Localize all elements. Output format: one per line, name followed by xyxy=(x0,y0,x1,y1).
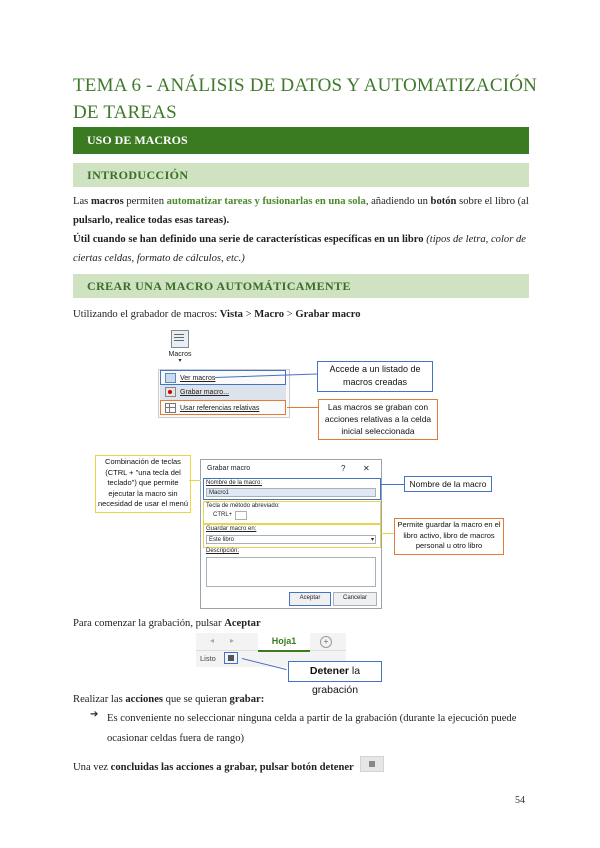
text: Las xyxy=(73,196,91,207)
shortcut-label: Tecla de método abreviado: xyxy=(206,503,280,509)
chevron-down-icon: ▾ xyxy=(370,537,374,543)
stop-recording-button[interactable] xyxy=(224,652,238,664)
text-acciones: acciones xyxy=(125,694,164,705)
text: que se quieran xyxy=(163,694,230,705)
description-textarea[interactable] xyxy=(206,557,376,587)
text: , añadiendo un xyxy=(365,196,431,207)
accept-button[interactable]: Aceptar xyxy=(289,592,331,606)
text-pulsarlo: pulsarlo, realice todas esas tareas). xyxy=(73,215,230,226)
record-icon xyxy=(165,387,176,397)
save-in-select[interactable] xyxy=(206,535,376,544)
help-icon[interactable]: ? xyxy=(341,464,346,473)
connector-line xyxy=(189,480,201,481)
prev-sheet-icon[interactable]: ◂ xyxy=(210,636,215,645)
stop-icon xyxy=(228,655,234,661)
section-crear-macro: CREAR UNA MACRO AUTOMÁTICAMENTE xyxy=(73,274,529,298)
menu-item-grabar-macro[interactable] xyxy=(160,385,286,400)
crear-path xyxy=(73,305,531,324)
macros-label: Macros xyxy=(168,351,192,358)
stop-icon xyxy=(369,761,375,767)
text-aceptar: Aceptar xyxy=(224,618,261,629)
description-label: Descripción: xyxy=(206,548,240,554)
ver-macros-icon xyxy=(165,373,176,383)
text: permiten xyxy=(123,196,167,207)
shortcut-key-input[interactable] xyxy=(235,511,247,520)
path-macro: Macro xyxy=(254,309,285,320)
macros-ribbon-button[interactable] xyxy=(166,330,194,370)
arrow-bullet-icon: ➔ xyxy=(90,709,99,720)
macro-name-input[interactable]: Macro1 xyxy=(206,488,376,497)
callout-combinacion-teclas: Combinación de teclas (CTRL + "una tecla del teclado") que permite ejecutar la macro sin necesidad de usar el menú xyxy=(95,455,191,513)
callout-ver-macros: Accede a un listado de macros creadas xyxy=(317,361,433,392)
close-icon[interactable]: ✕ xyxy=(363,464,370,473)
callout-guardar-macro: Permite guardar la macro en el libro activo, libro de macros personal u otro libro xyxy=(394,518,504,555)
para-acciones xyxy=(73,690,531,709)
intro-paragraph xyxy=(73,192,531,268)
tab-hoja1[interactable]: Hoja1 xyxy=(258,633,310,652)
page-number: 54 xyxy=(515,795,525,806)
cancel-button[interactable]: Cancelar xyxy=(333,592,377,606)
text-detener: Detener xyxy=(309,665,349,677)
connector-line xyxy=(287,407,318,408)
save-label: Guardar macro en: xyxy=(206,526,257,532)
stop-button-image xyxy=(360,756,384,772)
text: Realizar las xyxy=(73,694,126,705)
save-value: Este libro xyxy=(209,537,235,543)
para-aceptar xyxy=(73,614,531,633)
menu-item-label: Grabar macro... xyxy=(180,389,230,396)
menu-item-referencias-relativas[interactable] xyxy=(160,400,286,415)
page-title: TEMA 6 - ANÁLISIS DE DATOS Y AUTOMATIZACIÓN DE TAREAS xyxy=(73,75,538,123)
text-concluidas: concluidas las acciones a grabar, pulsar botón detener xyxy=(110,762,354,773)
callout-referencias-relativas: Las macros se graban con acciones relativas a la celda inicial seleccionada xyxy=(318,399,438,440)
connector-line xyxy=(380,484,404,485)
section-uso-macros: USO DE MACROS xyxy=(73,127,529,154)
text: sobre el libro (al xyxy=(456,196,529,207)
section-introduccion: INTRODUCCIÓN xyxy=(73,163,529,187)
menu-item-label: Ver macros xyxy=(180,375,216,382)
text: Una vez xyxy=(73,762,111,773)
callout-detener xyxy=(288,661,382,696)
callout-nombre-macro: Nombre de la macro xyxy=(404,476,492,492)
macros-icon xyxy=(171,330,189,348)
grid-icon xyxy=(165,403,176,413)
path-vista: Vista xyxy=(219,309,243,320)
text-util: Útil cuando se han definido una serie de características específicas en un libro xyxy=(73,234,424,245)
text-boton: botón xyxy=(430,196,457,207)
menu-item-label: Usar referencias relativas xyxy=(180,405,260,412)
connector-line xyxy=(380,533,394,534)
name-label: Nombre de la macro: xyxy=(206,480,263,486)
ctrl-label: CTRL+ xyxy=(213,512,233,518)
dialog-title: Grabar macro xyxy=(207,465,251,472)
grabar-macro-dialog xyxy=(200,459,382,609)
text: Utilizando el grabador de macros: xyxy=(73,309,220,320)
text-highlight: automatizar tareas y fusionarlas en una sola xyxy=(166,196,366,207)
para-final xyxy=(73,758,531,777)
text: > xyxy=(242,309,255,320)
chevron-down-icon: ▾ xyxy=(178,358,182,364)
bullet-text: Es conveniente no seleccionar ninguna celda a partir de la grabación (durante la ejecución puede ocasionar celdas fuera de rango) xyxy=(107,713,517,744)
text: Para comenzar la grabación, pulsar xyxy=(73,618,225,629)
text-italic: (tipos de letra, color de ciertas celdas, formato de cálculos, etc.) xyxy=(73,234,526,264)
text-grabar: grabar: xyxy=(229,694,265,705)
status-listo: Listo xyxy=(200,654,216,663)
path-grabar: Grabar macro xyxy=(295,309,361,320)
next-sheet-icon[interactable]: ▸ xyxy=(230,636,235,645)
text: la grabación xyxy=(311,665,361,696)
text: > xyxy=(284,309,296,320)
text-macros: macros xyxy=(90,196,124,207)
add-sheet-icon[interactable]: + xyxy=(320,636,332,648)
